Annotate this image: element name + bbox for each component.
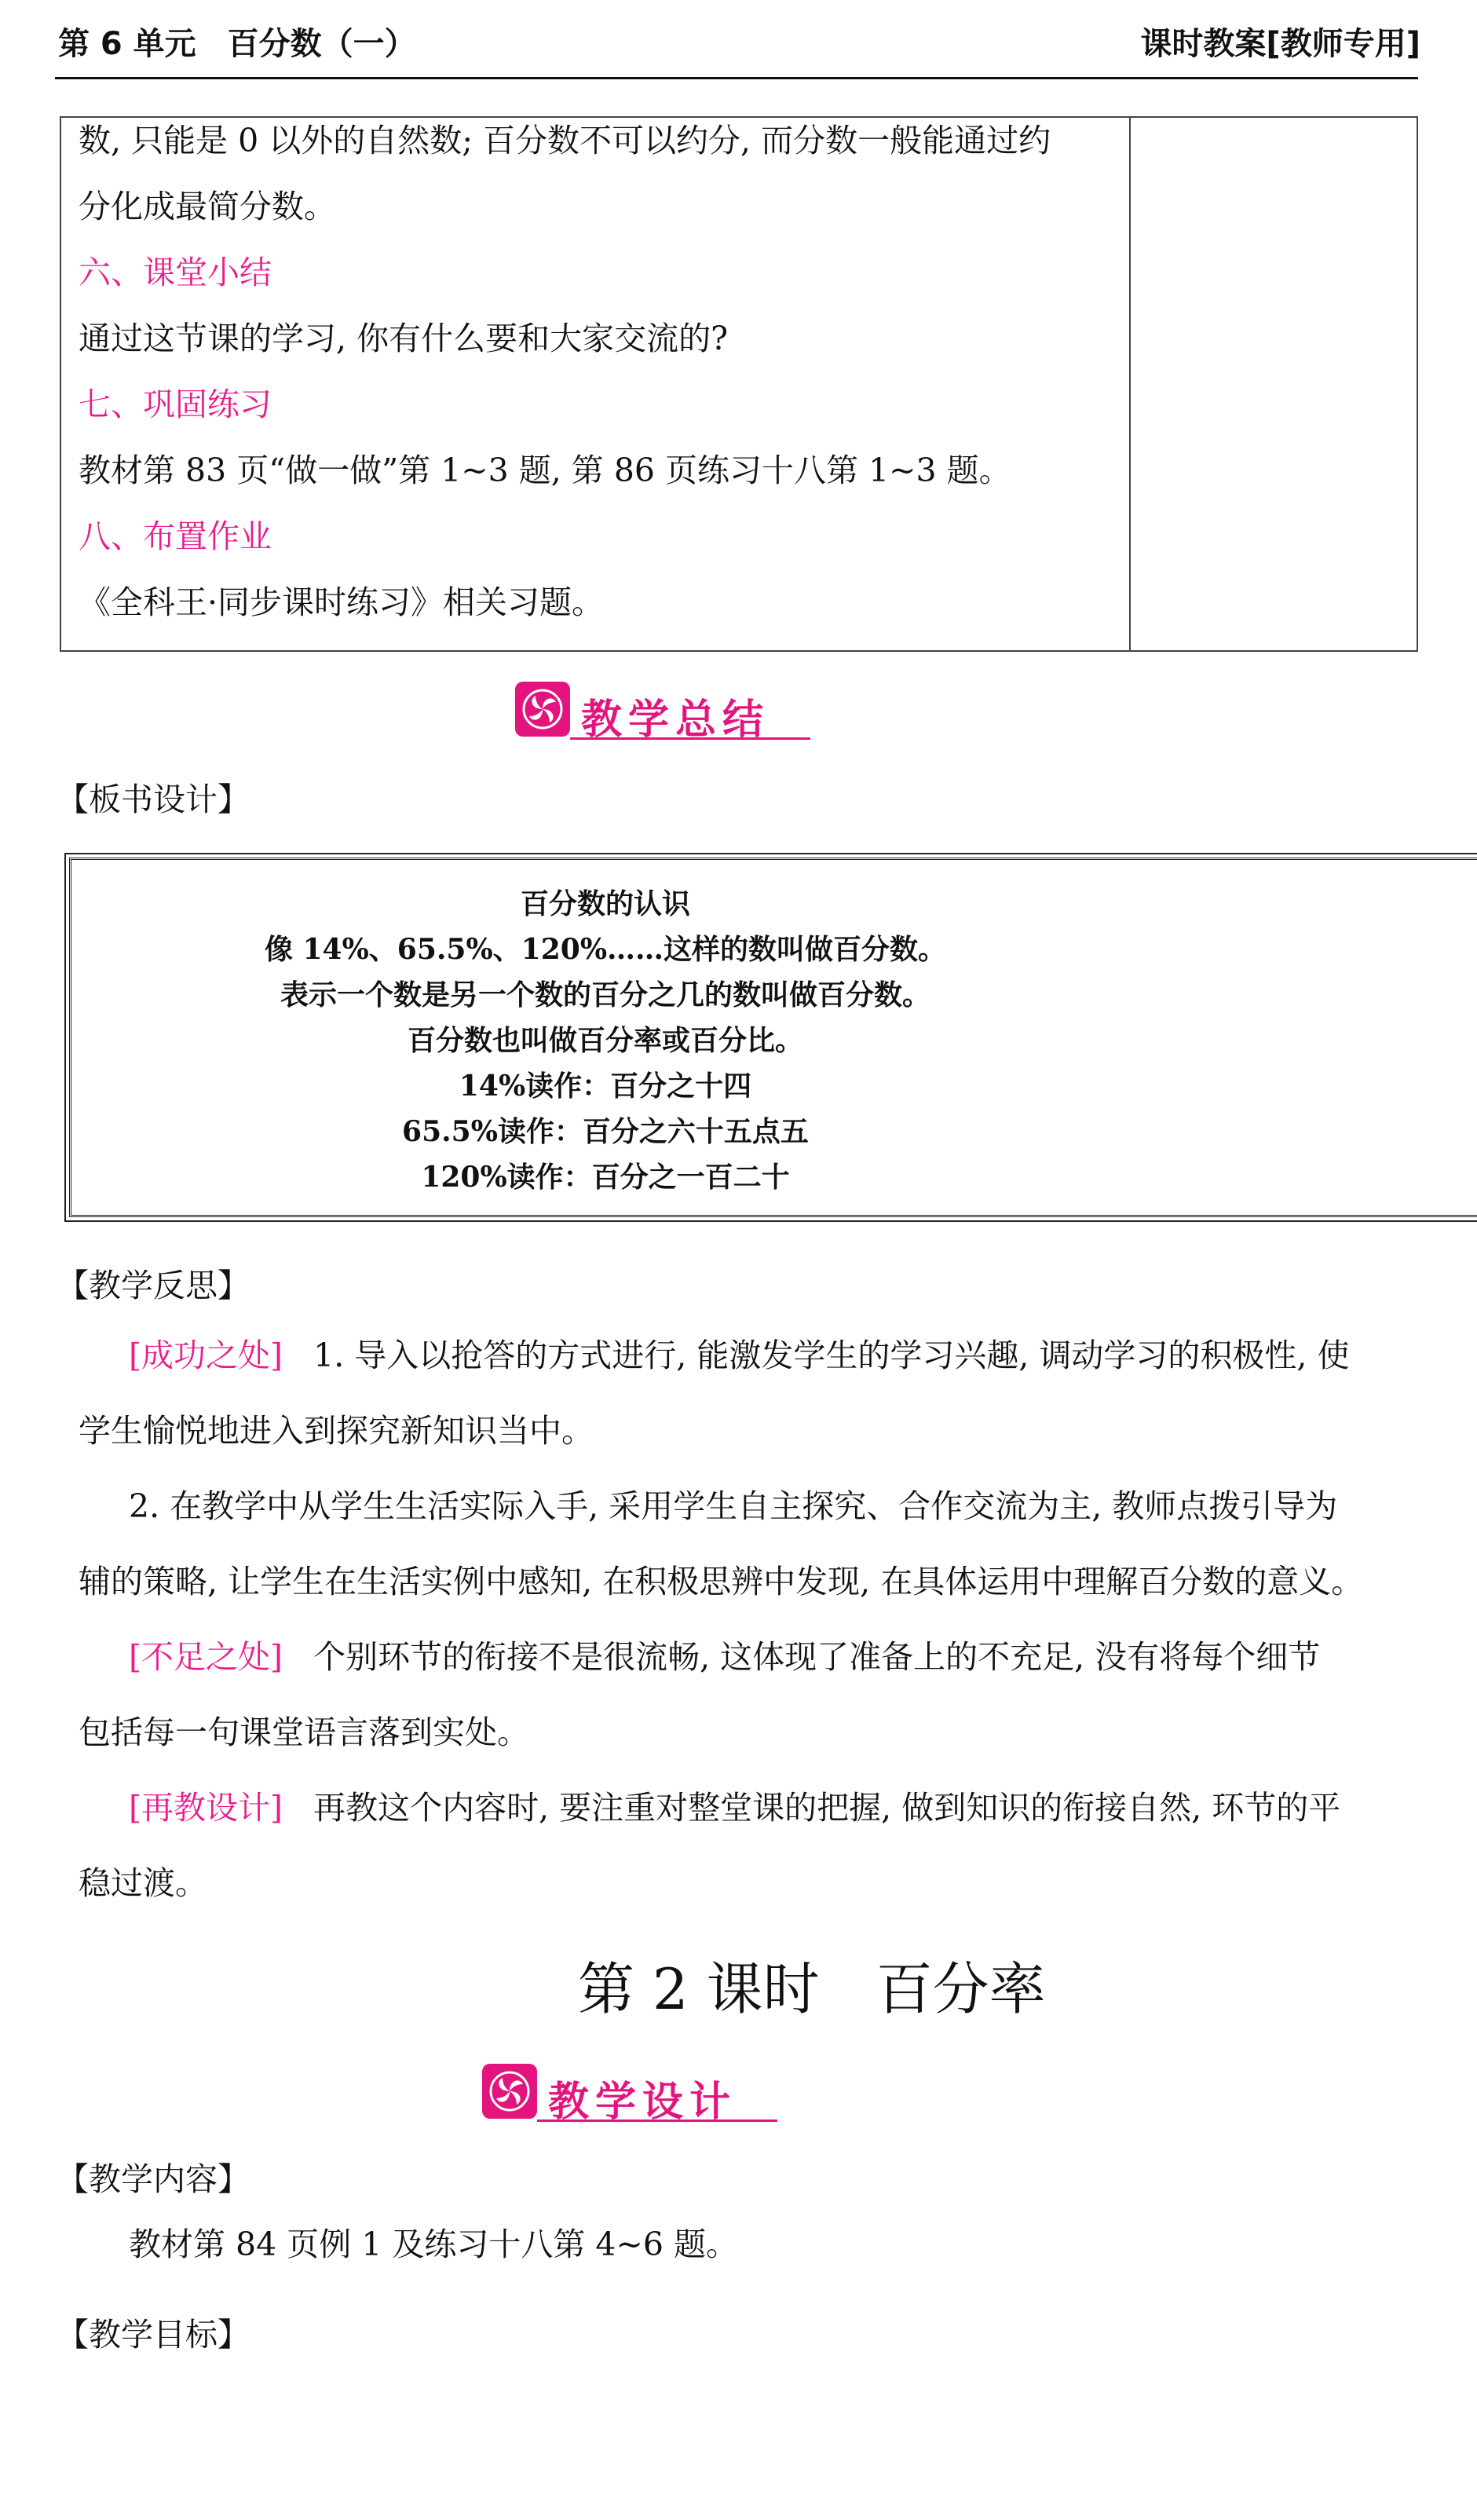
pinwheel-icon: [482, 2064, 537, 2119]
unit-title: 第 6 单元 百分数（一）: [58, 26, 416, 62]
reflection-text: 1. 导入以抢答的方式进行, 能激发学生的学习兴趣, 调动学习的积极性, 使: [313, 1337, 1350, 1374]
table-line: 分化成最简分数。: [79, 188, 336, 225]
document-type: 课时教案[教师专用]: [1140, 26, 1420, 62]
reflection-text: 再教这个内容时, 要注重对整堂课的把握, 做到知识的衔接自然, 环节的平: [313, 1789, 1341, 1827]
teaching-goals-label: 【教学目标】: [57, 2316, 250, 2354]
table-line: 《全科王·同步课时练习》相关习题。: [79, 583, 605, 621]
reflection-text: 包括每一句课堂语言落到实处。: [79, 1714, 529, 1751]
section-heading-practice: 七、巩固练习: [79, 386, 272, 423]
reflection-text: 2. 在教学中从学生生活实际入手, 采用学生自主探究、合作交流为主, 教师点拨引导为: [129, 1487, 1338, 1525]
board-design-label: 【板书设计】: [57, 781, 250, 818]
reflection-text: 个别环节的衔接不是很流畅, 这体现了准备上的不充足, 没有将每个细节: [313, 1638, 1321, 1676]
pinwheel-icon: [515, 682, 570, 737]
board-design-box: [69, 858, 1477, 1217]
board-line: 百分数也叫做百分率或百分比。: [407, 1024, 803, 1057]
board-line: 14%读作：百分之十四: [459, 1070, 752, 1103]
shortfall-tag: [不足之处]: [129, 1638, 283, 1676]
banner-title: 教学总结: [581, 697, 770, 744]
banner-title: 教学设计: [548, 2079, 737, 2126]
section-heading-summary: 六、课堂小结: [79, 254, 272, 291]
teaching-content-label: 【教学内容】: [57, 2160, 250, 2198]
board-line: 65.5%读作：百分之六十五点五: [402, 1115, 809, 1148]
header-rule: [55, 77, 1418, 79]
table-line: 通过这节课的学习, 你有什么要和大家交流的?: [79, 320, 729, 357]
success-tag: [成功之处]: [129, 1337, 283, 1374]
reflection-text: 辅的策略, 让学生在生活实例中感知, 在积极思辨中发现, 在具体运用中理解百分数的意义。: [79, 1563, 1364, 1600]
reflection-text: 学生愉悦地进入到探究新知识当中。: [79, 1412, 594, 1450]
table-line: 教材第 83 页“做一做”第 1~3 题, 第 86 页练习十八第 1~3 题。: [79, 452, 1011, 489]
section-heading-homework: 八、布置作业: [79, 518, 272, 555]
reflection-success-line: [129, 1318, 1349, 1393]
table-divider: [1129, 118, 1131, 650]
reflection-shortfall-line: [129, 1619, 1320, 1695]
reflection-redesign-line: [129, 1770, 1340, 1845]
reflection-label: 【教学反思】: [57, 1267, 250, 1304]
redesign-tag: [再教设计]: [129, 1789, 283, 1827]
board-heading: 百分数的认识: [520, 887, 690, 920]
table-line: 数, 只能是 0 以外的自然数; 百分数不可以约分, 而分数一般能通过约: [79, 122, 1051, 159]
banner-teaching-summary: [515, 682, 810, 744]
teaching-content-text: 教材第 84 页例 1 及练习十八第 4~6 题。: [129, 2226, 738, 2263]
board-line: 120%读作：百分之一百二十: [421, 1161, 790, 1194]
banner-teaching-design: [482, 2064, 777, 2126]
board-line: 表示一个数是另一个数的百分之几的数叫做百分数。: [280, 978, 930, 1011]
board-line: 像 14%、65.5%、120%……这样的数叫做百分数。: [264, 933, 947, 966]
reflection-text: 稳过渡。: [79, 1864, 207, 1902]
banner-underline: [570, 737, 810, 740]
banner-underline: [537, 2120, 777, 2122]
lesson-title: 第 2 课时 百分率: [578, 1956, 1046, 2022]
